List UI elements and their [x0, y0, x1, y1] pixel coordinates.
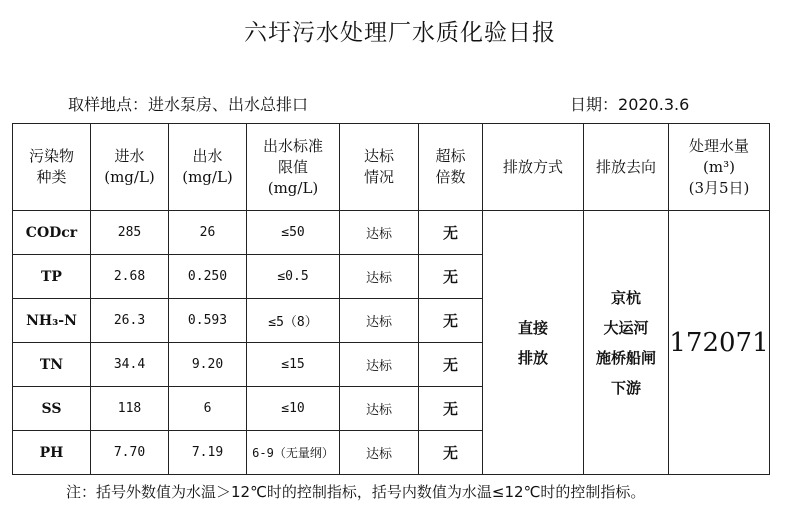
header-discharge-method: 排放方式 [483, 124, 584, 211]
header-effluent-line1: 出水 [192, 147, 223, 165]
header-exceed-line2: 倍数 [435, 168, 466, 186]
discharge-dest-line1: 京杭 [610, 288, 641, 307]
header-row [13, 124, 770, 211]
row-limit: 6-9（无量纲） [247, 431, 340, 475]
row-pollutant: PH [13, 431, 91, 475]
discharge-dest-line2: 大运河 [603, 318, 649, 337]
discharge-dest-line4: 下游 [610, 378, 641, 397]
header-discharge-dest: 排放去向 [584, 124, 669, 211]
row-effluent: 9.20 [169, 343, 247, 387]
header-pollutant-line2: 种类 [36, 168, 67, 186]
discharge-dest-line3: 施桥船闸 [595, 348, 656, 367]
row-exceed: 无 [419, 343, 483, 387]
row-limit: ≤10 [247, 387, 340, 431]
row-pollutant: CODcr [13, 211, 91, 255]
row-effluent: 26 [169, 211, 247, 255]
row-effluent: 0.593 [169, 299, 247, 343]
header-status-line2: 情况 [363, 168, 394, 186]
header-influent-line1: 进水 [114, 147, 145, 165]
volume-value: 172071 [669, 211, 770, 475]
row-pollutant: TP [13, 255, 91, 299]
row-exceed: 无 [419, 211, 483, 255]
row-influent: 26.3 [91, 299, 169, 343]
row-exceed: 无 [419, 299, 483, 343]
header-status [340, 124, 419, 211]
report-title: 六圩污水处理厂水质化验日报 [244, 20, 556, 46]
discharge-method-cell [483, 211, 584, 475]
row-exceed: 无 [419, 387, 483, 431]
row-effluent: 6 [169, 387, 247, 431]
row-influent: 34.4 [91, 343, 169, 387]
header-limit [247, 124, 340, 211]
table-row [13, 211, 770, 255]
header-volume [669, 124, 770, 211]
header-influent [91, 124, 169, 211]
row-effluent: 7.19 [169, 431, 247, 475]
meta-row [0, 92, 800, 114]
header-pollutant-line1: 污染物 [28, 147, 74, 165]
row-status: 达标 [340, 431, 419, 475]
discharge-method-line2: 排放 [517, 348, 548, 367]
row-limit: ≤50 [247, 211, 340, 255]
row-influent: 7.70 [91, 431, 169, 475]
header-limit-line1: 出水标准 [262, 136, 323, 155]
row-limit: ≤0.5 [247, 255, 340, 299]
row-influent: 2.68 [91, 255, 169, 299]
row-status: 达标 [340, 299, 419, 343]
header-exceed-line1: 超标 [435, 147, 466, 165]
row-limit: ≤5（8） [247, 299, 340, 343]
report-date [570, 92, 689, 115]
date-value: 2020.3.6 [618, 95, 690, 114]
row-pollutant: TN [13, 343, 91, 387]
header-volume-line1: 处理水量 [688, 136, 749, 155]
header-limit-line2: 限值 [277, 157, 308, 176]
header-effluent [169, 124, 247, 211]
header-limit-line3: (mg/L) [267, 178, 319, 197]
row-status: 达标 [340, 387, 419, 431]
row-exceed: 无 [419, 255, 483, 299]
footnote: 注：括号外数值为水温＞12℃时的控制指标，括号内数值为水温≤12℃时的控制指标。 [66, 483, 646, 501]
row-status: 达标 [340, 211, 419, 255]
row-influent: 118 [91, 387, 169, 431]
row-pollutant: NH₃-N [13, 299, 91, 343]
header-influent-line2: (mg/L) [104, 168, 155, 186]
row-status: 达标 [340, 343, 419, 387]
header-pollutant [13, 124, 91, 211]
date-label: 日期： [570, 95, 619, 114]
row-limit: ≤15 [247, 343, 340, 387]
header-volume-line2: (m³) [703, 157, 735, 176]
header-status-line1: 达标 [363, 147, 394, 165]
header-volume-line3: (3月5日) [688, 178, 750, 197]
row-pollutant: SS [13, 387, 91, 431]
row-effluent: 0.250 [169, 255, 247, 299]
header-effluent-line2: (mg/L) [182, 168, 233, 186]
sample-site: 取样地点：进水泵房、出水总排口 [68, 95, 309, 114]
header-exceed [419, 124, 483, 211]
water-quality-table [12, 123, 770, 475]
discharge-method-line1: 直接 [517, 318, 548, 337]
discharge-dest-cell [584, 211, 669, 475]
row-influent: 285 [91, 211, 169, 255]
row-status: 达标 [340, 255, 419, 299]
row-exceed: 无 [419, 431, 483, 475]
